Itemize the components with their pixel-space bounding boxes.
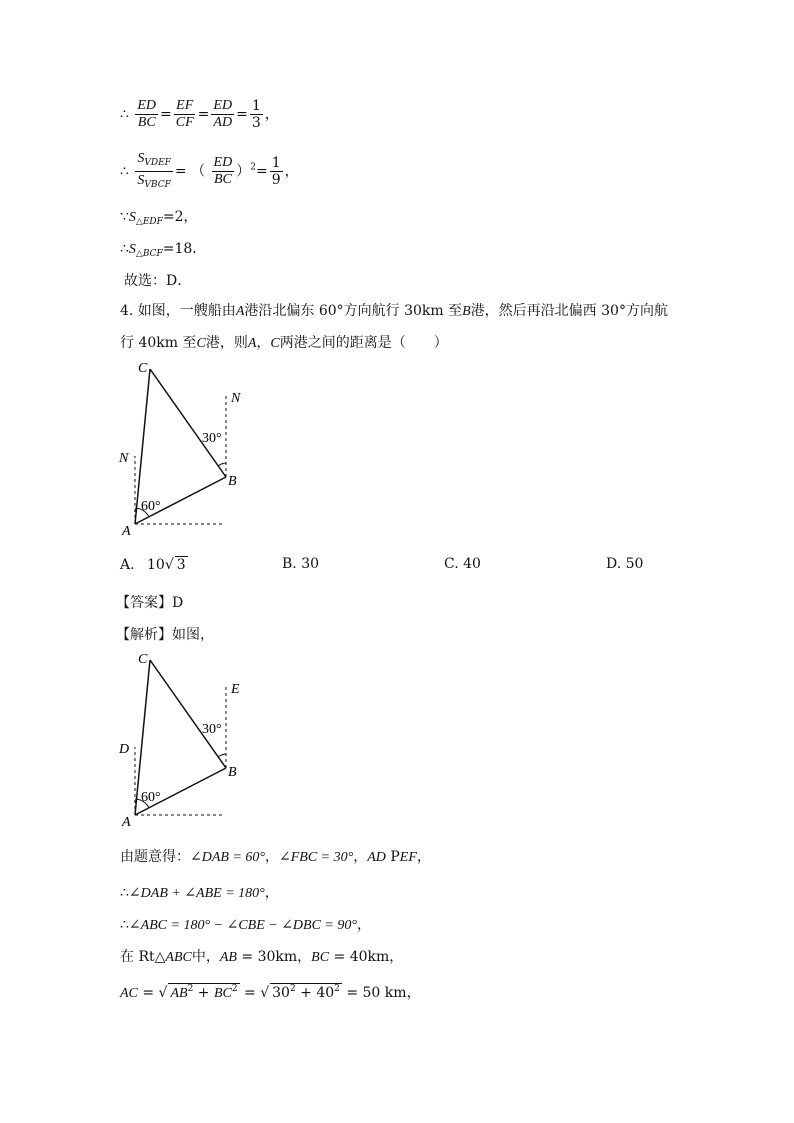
question-4-line-1 (120, 300, 668, 320)
option-a (120, 556, 188, 573)
point-label: C (196, 336, 206, 351)
comma: ， (406, 985, 421, 1001)
parallel-symbol: P (390, 849, 400, 865)
fraction-area (135, 150, 173, 193)
area-symbol: S (128, 242, 136, 257)
label-angle-30: 30° (202, 722, 222, 737)
text: 两港之间的距离是（ ） (279, 335, 448, 351)
radical-icon: √ (158, 985, 168, 1001)
equals: = (239, 985, 261, 1001)
therefore-symbol: ∴ (120, 106, 129, 123)
numerator: EF (176, 98, 194, 113)
area-symbol: S (137, 151, 145, 166)
fraction-ed-bc (135, 98, 158, 131)
option-d: D. 50 (606, 556, 644, 572)
label-n-b: N (231, 391, 241, 406)
denominator: 9 (271, 172, 281, 188)
point-label: C (270, 336, 280, 351)
choice-line: 故选：D． (124, 273, 192, 289)
triangle-label: ABC (165, 950, 192, 965)
label-b: B (228, 765, 237, 780)
label-angle-60: 60° (141, 790, 161, 805)
text: 港，则 (205, 335, 248, 351)
label-c: C (138, 652, 148, 667)
denominator (135, 172, 172, 193)
area-value: =2， (162, 209, 198, 225)
point-label: A (235, 304, 245, 319)
comma: ， (264, 106, 279, 123)
question-4-line-2 (120, 332, 448, 352)
point-label: B (462, 304, 471, 319)
option-c: C. 40 (444, 556, 481, 572)
answer: 【答案】D (116, 595, 184, 611)
equals: = (255, 163, 268, 180)
right-paren: ） (236, 163, 251, 180)
solution-line-1 (120, 846, 431, 866)
denominator: BC (137, 115, 156, 130)
text: 4. 如图，一艘船由 (120, 303, 236, 319)
area-subscript: △BCF (135, 249, 163, 259)
label-angle-30: 30° (202, 431, 222, 446)
because-symbol: ∵ (120, 209, 129, 225)
segment-value: = 40km (329, 949, 390, 965)
therefore-symbol: ∴ (120, 917, 129, 933)
option-coefficient: 10 (147, 557, 165, 573)
equation: ∠DAB + ∠ABE = 180° (128, 886, 265, 901)
text: 中， (191, 949, 220, 965)
text: 由题意得： (120, 849, 190, 865)
label-angle-60: 60° (141, 499, 161, 514)
denominator: BC (213, 172, 232, 187)
equation: ∠ABC = 180° − ∠CBE − ∠DBC = 90° (128, 918, 357, 933)
segment-label: BC (311, 950, 330, 965)
angle-arc-b (218, 463, 226, 466)
plus: + (193, 985, 214, 1001)
label-c: C (138, 361, 148, 376)
exponent: 2 (250, 162, 256, 173)
separator: ， (265, 849, 279, 865)
numerator: 1 (271, 155, 281, 171)
area-value: =18． (162, 241, 207, 257)
denominator: CF (175, 115, 194, 130)
segment-value: = 30km (236, 949, 298, 965)
fraction-ed-bc (212, 155, 235, 188)
radical-icon: √ (164, 557, 174, 573)
segment-label: AC (120, 986, 138, 1001)
unit: km (384, 985, 407, 1001)
area-subscript: VBCF (144, 180, 171, 190)
text: 港，然后再沿北偏西 30°方向航 (470, 303, 668, 319)
equals: = (137, 985, 159, 1001)
comma: ， (416, 849, 431, 865)
equals: = (197, 106, 210, 123)
comma: ， (356, 917, 371, 933)
radicand (270, 983, 342, 1001)
area-symbol: S (137, 173, 145, 188)
analysis-heading: 【解析】如图， (116, 627, 214, 643)
ratio-line (120, 98, 279, 131)
fraction-one-ninth (270, 155, 283, 188)
exponent: 2 (187, 984, 194, 994)
comma: ， (389, 949, 404, 965)
term: AB (170, 986, 188, 1001)
area-symbol: S (128, 210, 136, 225)
label-a: A (122, 524, 131, 539)
left-paren: （ (191, 163, 206, 180)
question-figure (110, 356, 270, 540)
segment-cb (150, 660, 226, 768)
exponent: 2 (334, 984, 340, 994)
denominator: 3 (251, 115, 261, 131)
exponent: 2 (289, 984, 296, 994)
numerator: ED (213, 155, 233, 170)
therefore-symbol: ∴ (120, 885, 129, 901)
text: 港沿北偏东 60°方向航行 30km 至 (244, 303, 463, 319)
point-label: A (247, 336, 257, 351)
option-b: B. 30 (282, 556, 320, 572)
fraction-ed-ad (211, 98, 234, 131)
comma: ， (284, 163, 299, 180)
radicand (168, 983, 239, 1002)
therefore-symbol: ∴ (120, 163, 129, 180)
plus: + (295, 985, 317, 1001)
separator: ， (297, 949, 312, 965)
angle-arc-b (218, 754, 226, 757)
solution-figure (110, 647, 270, 831)
option-radicand: 3 (176, 557, 186, 573)
label-e: E (231, 682, 240, 697)
numerator: ED (213, 98, 233, 113)
angle-statement: ∠FBC = 30° (279, 850, 354, 865)
equals: = (160, 106, 172, 123)
fraction-one-third (250, 98, 263, 131)
fraction-ef-cf (174, 98, 196, 131)
area-ratio-line (120, 150, 299, 193)
area-subscript: △EDF (135, 217, 163, 227)
line-label: EF (399, 850, 417, 865)
numerator: ED (137, 98, 157, 113)
segment-label: AB (219, 950, 237, 965)
text: ， (256, 335, 271, 351)
therefore-symbol: ∴ (120, 241, 129, 257)
comma: ， (264, 885, 279, 901)
exponent: 2 (231, 984, 238, 994)
given-area-line (120, 206, 198, 227)
option-label: A. (120, 557, 135, 573)
radical-icon: √ (260, 985, 270, 1001)
label-a: A (122, 815, 131, 830)
label-n-a: N (119, 451, 129, 466)
solution-line-5 (120, 982, 421, 1002)
result: = 50 (341, 985, 385, 1001)
area-subscript: VDEF (144, 158, 171, 168)
text: 行 40km 至 (120, 335, 197, 351)
line-label: AD (367, 850, 386, 865)
solution-line-3 (120, 914, 371, 934)
numerator: 1 (251, 98, 261, 114)
segment-cb (150, 369, 226, 477)
label-b: B (228, 474, 237, 489)
equals: = (236, 106, 248, 123)
numerator (135, 150, 173, 172)
term: BC (213, 986, 232, 1001)
separator: ， (353, 849, 368, 865)
term: 40 (316, 985, 335, 1001)
text: 在 Rt△ (120, 949, 166, 965)
solution-line-2 (120, 882, 279, 902)
term: 30 (272, 985, 290, 1001)
result-area-line (120, 238, 206, 259)
label-d: D (119, 742, 130, 757)
denominator: AD (213, 115, 233, 130)
equals: = (174, 163, 187, 180)
angle-statement: ∠DAB = 60° (190, 850, 265, 865)
solution-line-4 (120, 946, 403, 966)
